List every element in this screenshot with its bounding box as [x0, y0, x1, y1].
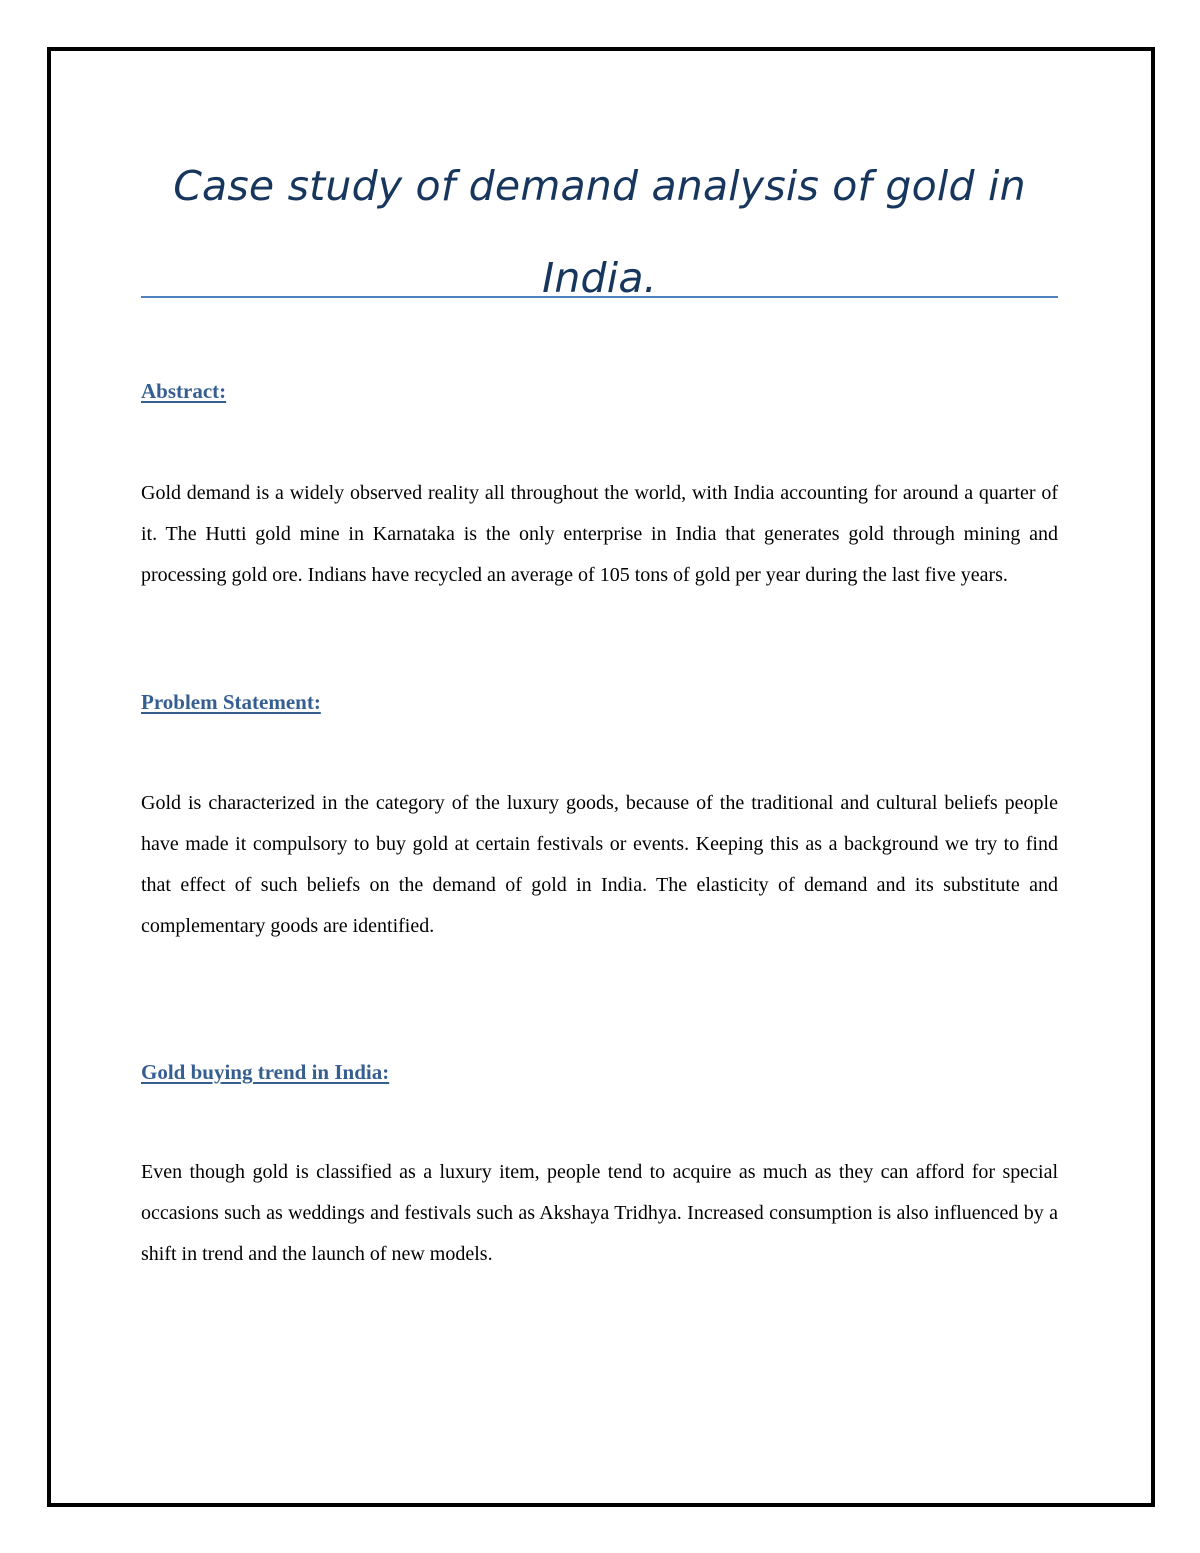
abstract-paragraph: Gold demand is a widely observed reality all throughout the world, with India accounting for around a quarter of it. The Hutti gold mine in Karnataka is the only enterprise in India that generates gold through mining and processing gold ore. Indians have recycled an average of 105 tons of gold per year during the last five years.: [141, 482, 1058, 586]
problem-statement-heading: Problem Statement:: [141, 690, 321, 714]
gold-buying-trend-heading: Gold buying trend in India:: [141, 1060, 390, 1084]
document-title: Case study of demand analysis of gold in India.: [173, 162, 1026, 302]
abstract-heading: Abstract:: [141, 379, 227, 403]
problem-statement-paragraph: Gold is characterized in the category of the luxury goods, because of the traditional and cultural beliefs people have made it compulsory to buy gold at certain festivals or events. Keeping this as a background we try to find that effect of such beliefs on the demand of gold in India. The elasticity of demand and its substitute and complementary goods are identified.: [141, 792, 1058, 937]
gold-buying-trend-paragraph: Even though gold is classified as a luxury item, people tend to acquire as much as they can afford for special occasions such as weddings and festivals such as Akshaya Tridhya. Increased consumption is also influenced by a shift in trend and the launch of new models.: [141, 1161, 1058, 1265]
title-underline-rule: [141, 296, 1058, 298]
